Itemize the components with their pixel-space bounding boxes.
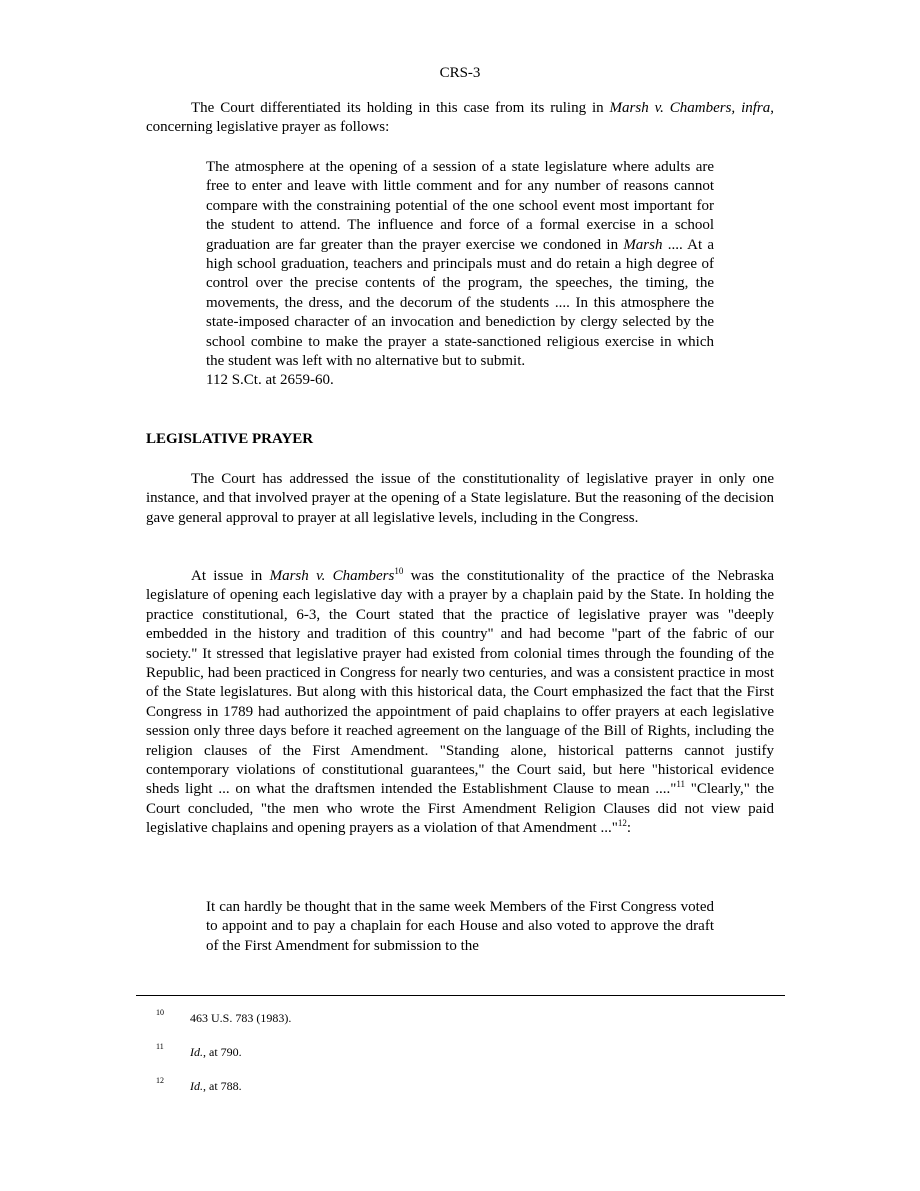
quote1-text-b: .... At a high school graduation, teachers and principals must and do retain a high degree of control over the precise contents of the program, the speeches, the timing, the movements, the dress, and the decorum of the students .... In this atmosphere the state-imposed character of an invocation and benediction by clergy selected by the school combine to make the prayer a state-sanctioned religious exercise in which the student was left with no alternative but to submit. xyxy=(206,236,714,370)
intro-text-b: , concerning legislative prayer as follows: xyxy=(146,100,774,136)
footnote-italic: Id. xyxy=(190,1045,203,1059)
footnote-ref-11[interactable]: 11 xyxy=(676,779,685,790)
para3-text-b: was the constitutionality of the practice of the Nebraska legislature of opening each legislative day with a prayer by a chaplain paid by the State. In holding the practice constitutional, 6-3, the Court stated that the practice of legislative prayer was "deeply embedded in the history and tradition of this country" and had become "part of the fabric of our society." It stressed that legislative prayer had existed from colonial times through the founding of the Republic, had been practiced in Congress for nearly two centuries, and was a consistent practice in most of the State legislatures. But along with this historical data, the Court emphasized the fact that the First Congress in 1789 had authorized the appointment of paid chaplains to offer prayers at each legislative session only three days before it reached agreement on the language of the Bill of Rights, including the religion clauses of the First Amendment. "Standing alone, historical patterns cannot justify contemporary violations of constitutional guarantees," the Court said, but here "historical evidence sheds light ... on what the draftsmen intended the Establishment Clause to mean ...." xyxy=(146,568,774,798)
footnote-number: 12 xyxy=(156,1076,164,1085)
intro-paragraph xyxy=(146,99,774,138)
quote1-text-a: The atmosphere at the opening of a session of a state legislature where adults are free to enter and leave with little comment and for any number of reasons cannot compare with the constraining potential of the one school event most important for the student to attend. The influence and force of a formal exercise in a school graduation are far greater than the prayer exercise we condoned in xyxy=(206,159,714,253)
intro-text-a: The Court differentiated its holding in this case from its ruling in xyxy=(191,100,610,116)
section-heading: LEGISLATIVE PRAYER xyxy=(146,431,314,447)
footnote-ref-12[interactable]: 12 xyxy=(617,818,627,829)
footnote-number: 11 xyxy=(156,1042,164,1051)
footnote-italic: Id. xyxy=(190,1079,203,1093)
paragraph-3 xyxy=(146,567,774,839)
block-quote-1 xyxy=(206,158,714,391)
footnote-text: , at 788. xyxy=(203,1079,242,1093)
paragraph-2 xyxy=(146,470,774,528)
footnote-text: , at 790. xyxy=(203,1045,242,1059)
footnote-number: 10 xyxy=(156,1008,164,1017)
quote2-text: It can hardly be thought that in the same week Members of the First Congress voted to appoint and to pay a chaplain for each House and also voted to approve the draft of the First Amendment for submission to the xyxy=(206,899,714,954)
para3-text-c: "Clearly," the Court concluded, "the men who wrote the First Amendment Religion Clauses did not view paid legislative chaplains and opening prayers as a violation of that Amendment ..." xyxy=(146,781,774,837)
footnote-text: 463 U.S. 783 (1983). xyxy=(190,1011,292,1025)
para3-text-a: At issue in xyxy=(191,568,270,584)
footnote-divider xyxy=(136,995,785,996)
block-quote-2 xyxy=(206,898,714,956)
intro-infra: infra xyxy=(741,100,771,116)
quote1-case-name: Marsh xyxy=(623,236,663,253)
quote1-citation: 112 S.Ct. at 2659-60. xyxy=(206,372,334,389)
intro-case-name: Marsh v. Chambers, xyxy=(609,100,736,116)
paragraph-2-text: The Court has addressed the issue of the constitutionality of legislative prayer in only one instance, and that involved prayer at the opening of a State legislature. But the reasoning of the decision gave general approval to prayer at all legislative levels, including in the Congress. xyxy=(146,471,774,526)
footnote-ref-10[interactable]: 10 xyxy=(394,566,404,576)
para3-text-d: : xyxy=(626,820,632,837)
page-header: CRS-3 xyxy=(439,65,481,81)
para3-case-name: Marsh v. Chambers xyxy=(269,568,395,584)
